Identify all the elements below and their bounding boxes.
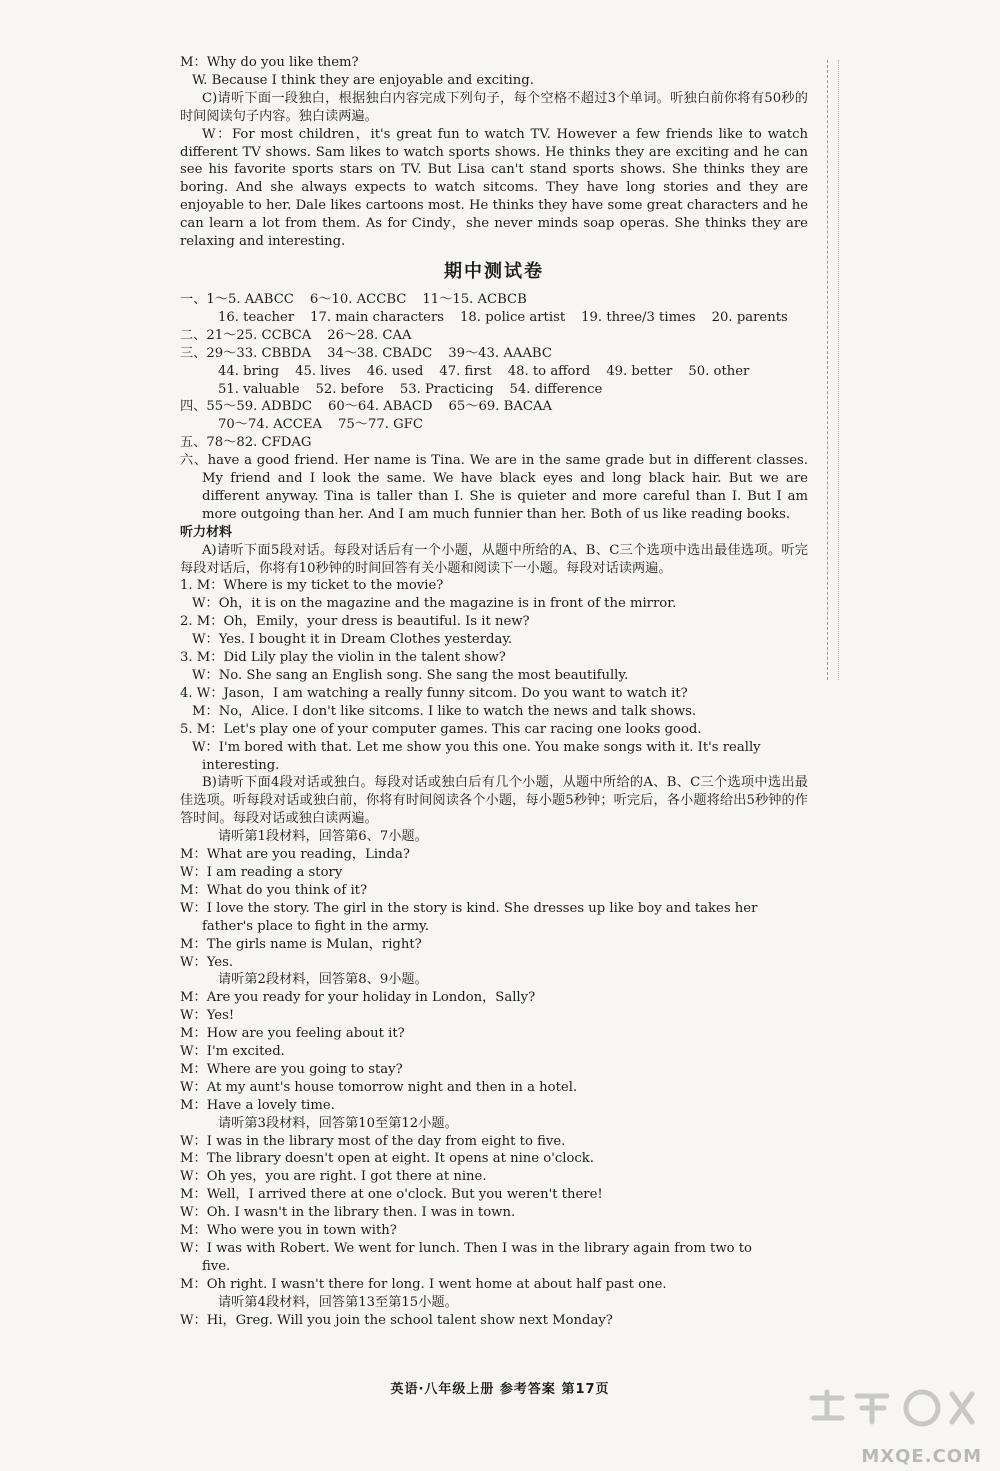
binding-dashed-line: [827, 60, 828, 680]
section-a-instruction: A)请听下面5段对话。每段对话后有一个小题，从题中所给的A、B、C三个选项中选出最佳选项。听完每段对话后，你将有10秒钟的时间回答有关小题和阅读下一小题。每段对话读两遍。: [180, 542, 808, 576]
dialogue-line: W：I am reading a story: [180, 864, 343, 880]
dialogue-line: M：Where are you going to stay?: [180, 1061, 403, 1077]
watermark-text: MXQE.COM: [861, 1446, 982, 1467]
answer-item: 75～77. GFC: [338, 417, 423, 433]
dialogue-line: W：I'm excited.: [180, 1044, 285, 1060]
dialogue-line: W：I was with Robert. We went for lunch. Then I was in the library again from two to: [180, 1241, 753, 1256]
answer-item: 50. other: [688, 363, 750, 379]
answer-row: [180, 398, 808, 416]
answer-row: [180, 381, 808, 399]
dialogue-line: M：No，Alice. I don't like sitcoms. I like to watch the news and talk shows.: [192, 703, 697, 719]
dialogue-line: 1. M：Where is my ticket to the movie?: [180, 578, 444, 594]
answer-item: 19. three/3 times: [581, 309, 696, 325]
part-title: 请听第2段材料，回答第8、9小题。: [218, 972, 428, 988]
answer-item: 45. lives: [295, 363, 351, 379]
answer-row: [180, 416, 808, 434]
page-content: [180, 54, 808, 1330]
dialogue-line: M：How are you feeling about it?: [180, 1026, 405, 1042]
answer-item: 53. Practicing: [399, 381, 494, 397]
binding-dotted-line: [838, 60, 839, 680]
answer-item: 54. difference: [509, 381, 603, 397]
dialogue-line: W：I love the story. The girl in the story is kind. She dresses up like boy and takes her: [180, 900, 758, 916]
answer-item: 34～38. CBADC: [327, 345, 433, 361]
answer-item: 51. valuable: [218, 381, 300, 397]
section-c-instruction: C)请听下面一段独白，根据独白内容完成下列句子，每个空格不超过3个单词。听独白前你将有50秒的时间阅读句子内容。独白读两遍。: [180, 90, 808, 124]
dialogue-line: M：The library doesn't open at eight. It opens at nine o'clock.: [180, 1151, 594, 1167]
dialogue-line: 2. M：Oh，Emily，your dress is beautiful. Is it new?: [180, 614, 530, 630]
answer-item: 48. to afford: [507, 363, 591, 379]
dialogue-line: W：Oh，it is on the magazine and the magazine is in front of the mirror.: [192, 596, 677, 612]
answer-item: 49. better: [606, 363, 673, 379]
dialogue-line: M：What do you think of it?: [180, 882, 368, 898]
answer-item: 70～74. ACCEA: [218, 417, 322, 433]
page-footer: 英语·八年级上册 参考答案 第17页: [390, 1382, 610, 1397]
answer-item: 17. main characters: [310, 309, 445, 325]
answer-item: 52. before: [315, 381, 384, 397]
answer-item: 五、78～82. CFDAG: [180, 435, 312, 451]
answer-row: [180, 434, 808, 452]
text-line: W. Because I think they are enjoyable and exciting.: [192, 72, 534, 88]
dialogue-line: W：Oh. I wasn't in the library then. I was in town.: [180, 1205, 516, 1221]
text-line: M：Why do you like them?: [180, 55, 359, 70]
answer-item: 46. used: [366, 363, 424, 379]
dialogue-line: M：What are you reading，Linda?: [180, 847, 410, 863]
dialogue-line: M：Who were you in town with?: [180, 1223, 397, 1239]
dialogue-line: W：Yes. I bought it in Dream Clothes yesterday.: [192, 632, 513, 648]
answer-row: [180, 345, 808, 363]
answer-item: 11～15. ACBCB: [422, 291, 527, 307]
dialogue-line: five.: [202, 1258, 231, 1274]
dialogue-line: W：At my aunt's house tomorrow night and then in a hotel.: [180, 1079, 578, 1095]
writing-answer: 六、have a good friend. Her name is Tina. We are in the same grade but in different classes. My friend and I look the same. We have black eyes and long black hair. But we are different anyway. Tina is taller than I. She is quieter and more careful than I. But I am more outgoing than her. And I am much funnier than her. Both of us like reading books.: [180, 453, 808, 522]
answer-item: 44. bring: [218, 363, 280, 379]
dialogue-line: W：Oh yes，you are right. I got there at nine.: [180, 1169, 487, 1185]
dialogue-line: M：The girls name is Mulan，right?: [180, 936, 422, 952]
answer-row: [180, 309, 808, 327]
answer-item: 6～10. ACCBC: [309, 291, 407, 307]
answer-item: 60～64. ABACD: [327, 399, 433, 415]
answer-item: 65～69. BACAA: [448, 399, 553, 415]
answer-item: 20. parents: [711, 309, 788, 325]
dialogue-line: M：Well，I arrived there at one o'clock. But you weren't there!: [180, 1187, 603, 1203]
answer-item: 一、1～5. AABCC: [180, 291, 294, 307]
dialogue-line: W：Yes.: [180, 954, 234, 970]
answer-item: 二、21～25. CCBCA: [180, 327, 312, 343]
dialogue-line: father's place to fight in the army.: [202, 918, 430, 934]
answer-item: 三、29～33. CBBDA: [180, 345, 312, 361]
exam-title: 期中测试卷: [444, 260, 544, 282]
answer-row: [180, 363, 808, 381]
listening-heading: 听力材料: [180, 524, 233, 540]
answer-item: 四、55～59. ADBDC: [180, 399, 312, 415]
dialogue-line: W：I was in the library most of the day from eight to five.: [180, 1133, 566, 1149]
answer-item: 26～28. CAA: [327, 327, 412, 343]
monologue-c: W：For most children，it's great fun to watch TV. However a few friends like to watch different TV shows. Sam likes to watch sports shows. He thinks they are exciting and he can see his favorite sports stars on TV. But Lisa can't stand sports shows. She thinks they are boring. And she always expects to watch sitcoms. They have long stories and they are enjoyable to her. Dale likes cartoons most. He thinks they have some great characters and he can learn a lot from them. As for Cindy，she never minds soap operas. She thinks they are relaxing and interesting.: [180, 126, 808, 250]
answer-row: [180, 291, 808, 309]
dialogue-line: W：Yes!: [180, 1008, 235, 1024]
answer-row: [180, 327, 808, 345]
part-title: 请听第3段材料，回答第10至第12小题。: [218, 1115, 458, 1131]
answer-item: 39～43. AAABC: [448, 345, 552, 361]
dialogue-line: M：Oh right. I wasn't there for long. I went home at about half past one.: [180, 1276, 667, 1292]
dialogue-line: 4. W：Jason，I am watching a really funny sitcom. Do you want to watch it?: [180, 685, 688, 701]
dialogue-line: 5. M：Let's play one of your computer games. This car racing one looks good.: [180, 721, 702, 737]
answer-item: 18. police artist: [460, 309, 566, 325]
section-b-instruction: B)请听下面4段对话或独白。每段对话或独白后有几个小题，从题中所给的A、B、C三个选项中选出最佳选项。听每段对话或独白前，你将有时间阅读各个小题，每小题5秒钟；听完后，各小题将给出5秒钟的作答时间。每段对话或独白读两遍。: [180, 775, 808, 827]
dialogue-line: M：Have a lovely time.: [180, 1097, 335, 1113]
answer-item: 47. first: [439, 363, 492, 379]
dialogue-line: W：I'm bored with that. Let me show you this one. You make songs with it. It's really: [192, 739, 761, 755]
part-title: 请听第4段材料，回答第13至第15小题。: [218, 1294, 458, 1310]
dialogue-line: W：No. She sang an English song. She sang the most beautifully.: [192, 668, 629, 683]
dialogue-line: interesting.: [202, 757, 280, 773]
dialogue-line: 3. M：Did Lily play the violin in the talent show?: [180, 650, 506, 666]
answer-item: 16. teacher: [218, 309, 295, 325]
dialogue-line: W：Hi，Greg. Will you join the school talent show next Monday?: [180, 1312, 613, 1328]
dialogue-line: M：Are you ready for your holiday in London，Sally?: [180, 990, 536, 1006]
part-title: 请听第1段材料，回答第6、7小题。: [218, 829, 428, 845]
